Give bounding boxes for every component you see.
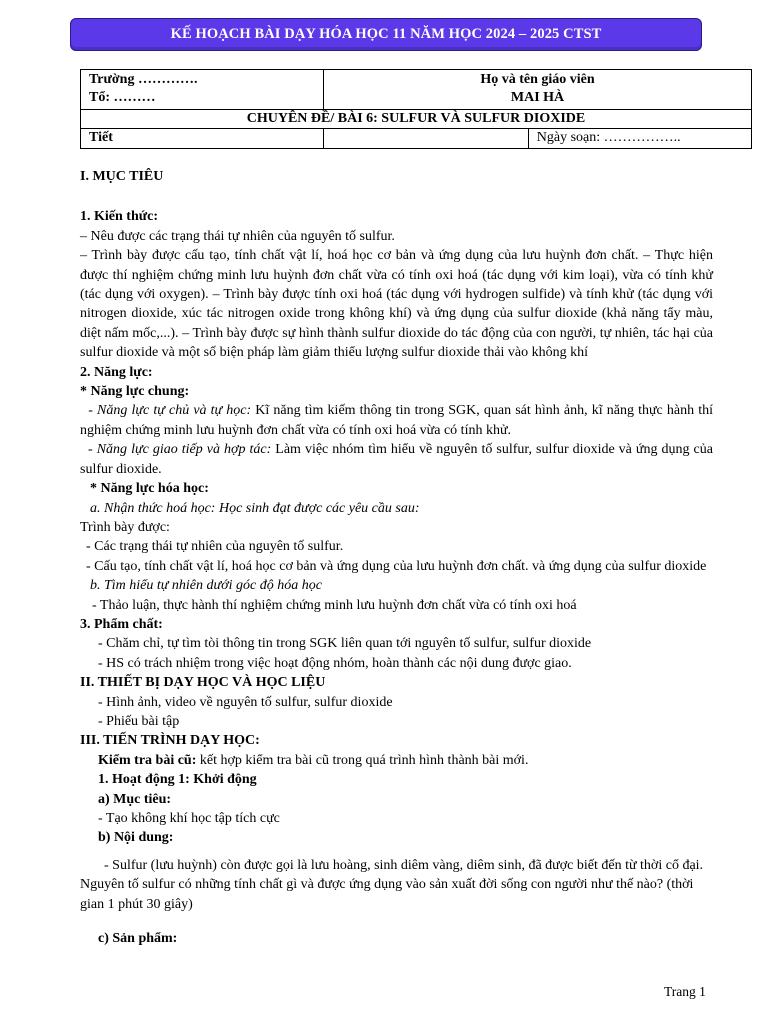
present-item-2: - Cấu tạo, tính chất vật lí, hoá học cơ bản và ứng dụng của lưu huỳnh đơn chất. và ứng dụng của sulfur dioxide [86, 558, 707, 574]
knowledge-item-1: – Nêu được các trạng thái tự nhiên của nguyên tố sulfur. [80, 228, 395, 244]
general-ability-2-text: Làm việc nhóm tìm hiểu về nguyên tố sulfur, sulfur dioxide và ứng dụng của sulfur dioxide. [80, 442, 713, 477]
chem-ability-b-item: - Thảo luận, thực hành thí nghiệm chứng minh lưu huỳnh đơn chất vừa có tính oxi hoá [92, 597, 577, 613]
equipment-item-1: - Hình ảnh, video về nguyên tố sulfur, sulfur dioxide [98, 694, 393, 710]
ability-title: 2. Năng lực: [80, 364, 153, 380]
general-ability-2: - Năng lực giao tiếp và hợp tác: Làm việc nhóm tìm hiểu về nguyên tố sulfur, sulfur dioxide và ứng dụng của sulfur dioxide. [80, 442, 713, 477]
chem-ability-a: a. Nhận thức hoá học: Học sinh đạt được các yêu cầu sau: [90, 500, 420, 516]
period-label: Tiết [81, 129, 324, 149]
equipment-item-2: - Phiếu bài tập [98, 713, 180, 729]
quality-item-2: - HS có trách nhiệm trong việc hoạt động nhóm, hoàn thành các nội dung được giao. [98, 655, 572, 671]
lesson-content [80, 167, 713, 948]
topic-title: CHUYÊN ĐỀ/ BÀI 6: SULFUR VÀ SULFUR DIOXIDE [81, 110, 752, 129]
period-value [324, 129, 529, 149]
teacher-name: MAI HÀ [510, 90, 565, 105]
quality-title: 3. Phẩm chất: [80, 616, 163, 632]
section-objectives-title: I. MỤC TIÊU [80, 169, 164, 184]
quality-item-1: - Chăm chỉ, tự tìm tòi thông tin trong SGK liên quan tới nguyên tố sulfur, sulfur dioxide [98, 636, 592, 652]
general-ability-2-label: Năng lực giao tiếp và hợp tác: [96, 442, 272, 458]
school-label: Trường …………. [89, 72, 198, 87]
knowledge-title: 1. Kiến thức: [80, 209, 159, 225]
section-equipment-title: II. THIẾT BỊ DẠY HỌC VÀ HỌC LIỆU [80, 675, 326, 691]
check-text: kết hợp kiểm tra bài cũ trong quá trình hình thành bài mới. [196, 752, 529, 768]
check-old-lesson [80, 751, 713, 770]
chem-ability-b: b. Tìm hiểu tự nhiên dưới góc độ hóa học [90, 578, 322, 594]
check-label: Kiểm tra bài cũ: [98, 752, 197, 768]
teacher-label: Họ và tên giáo viên [480, 72, 595, 87]
date-label: Ngày soạn: …………….. [528, 129, 751, 149]
activity-1-objective-item: - Tạo không khí học tập tích cực [98, 811, 280, 826]
general-ability-1-text: Kĩ năng tìm kiếm thông tin trong SGK, quan sát hình ảnh, kĩ năng thực hành thí nghiệm chứng minh lưu huỳnh đơn chất vừa có tính oxi hoá vừa có tính khử. [80, 403, 713, 438]
teacher-cell [324, 70, 752, 110]
page-number: Trang 1 [664, 984, 706, 999]
present-item-1: - Các trạng thái tự nhiên của nguyên tố sulfur. [86, 539, 344, 555]
activity-1-objective-title: a) Mục tiêu: [98, 791, 172, 807]
general-ability-1: - Năng lực tự chủ và tự học: Kĩ năng tìm kiếm thông tin trong SGK, quan sát hình ảnh, kĩ năng thực hành thí nghiệm chứng minh lưu huỳnh đơn chất vừa có tính oxi hoá vừa có tính khử. [80, 403, 713, 438]
general-ability-title: * Năng lực chung: [80, 384, 190, 400]
activity-1-content-title: b) Nội dung: [98, 830, 174, 846]
present-label: Trình bày được: [80, 519, 170, 535]
school-cell [81, 70, 324, 110]
chem-ability-title: * Năng lực hóa học: [90, 481, 209, 497]
activity-1-content-text: - Sulfur (lưu huỳnh) còn được gọi là lưu hoàng, sinh diêm vàng, diêm sinh, đã được biết đến từ thời cổ đại. Nguyên tố sulfur có những tính chất gì và được ứng dụng vào sản xuất đời sống con người như thế nào? (thời gian 1 phút 30 giây) [80, 857, 704, 912]
activity-1-product-title: c) Sản phẩm: [98, 931, 178, 947]
general-ability-1-label: Năng lực tự chủ và tự học: [97, 403, 252, 419]
section-process-title: III. TIẾN TRÌNH DẠY HỌC: [80, 733, 260, 749]
document-banner: KẾ HOẠCH BÀI DẠY HÓA HỌC 11 NĂM HỌC 2024 – 2025 CTST [70, 18, 702, 51]
header-table [80, 69, 752, 149]
group-label: Tổ: ……… [89, 90, 156, 105]
knowledge-item-2: – Trình bày được cấu tạo, tính chất vật lí, hoá học cơ bản và ứng dụng của lưu huỳnh đơn chất. – Thực hiện được thí nghiệm chứng minh lưu huỳnh đơn chất vừa có tính oxi hoá (tác dụng với kim loại), vừa có tính khử (tác dụng với oxygen). – Trình bày được tính oxi hoá (tác dụng với hydrogen sulfide) và tính khử (tác dụng với nitrogen dioxide, xúc tác nitrogen oxide trong không khí) và ứng dụng của sulfur dioxide (khả năng tẩy màu, diệt nấm mốc,...). – Trình bày được sự hình thành sulfur dioxide do tác động của con người, tự nhiên, tác hại của sulfur dioxide và một số biện pháp làm giảm thiểu lượng sulfur dioxide thải vào không khí [80, 248, 713, 361]
activity-1-title: 1. Hoạt động 1: Khởi động [98, 772, 257, 788]
